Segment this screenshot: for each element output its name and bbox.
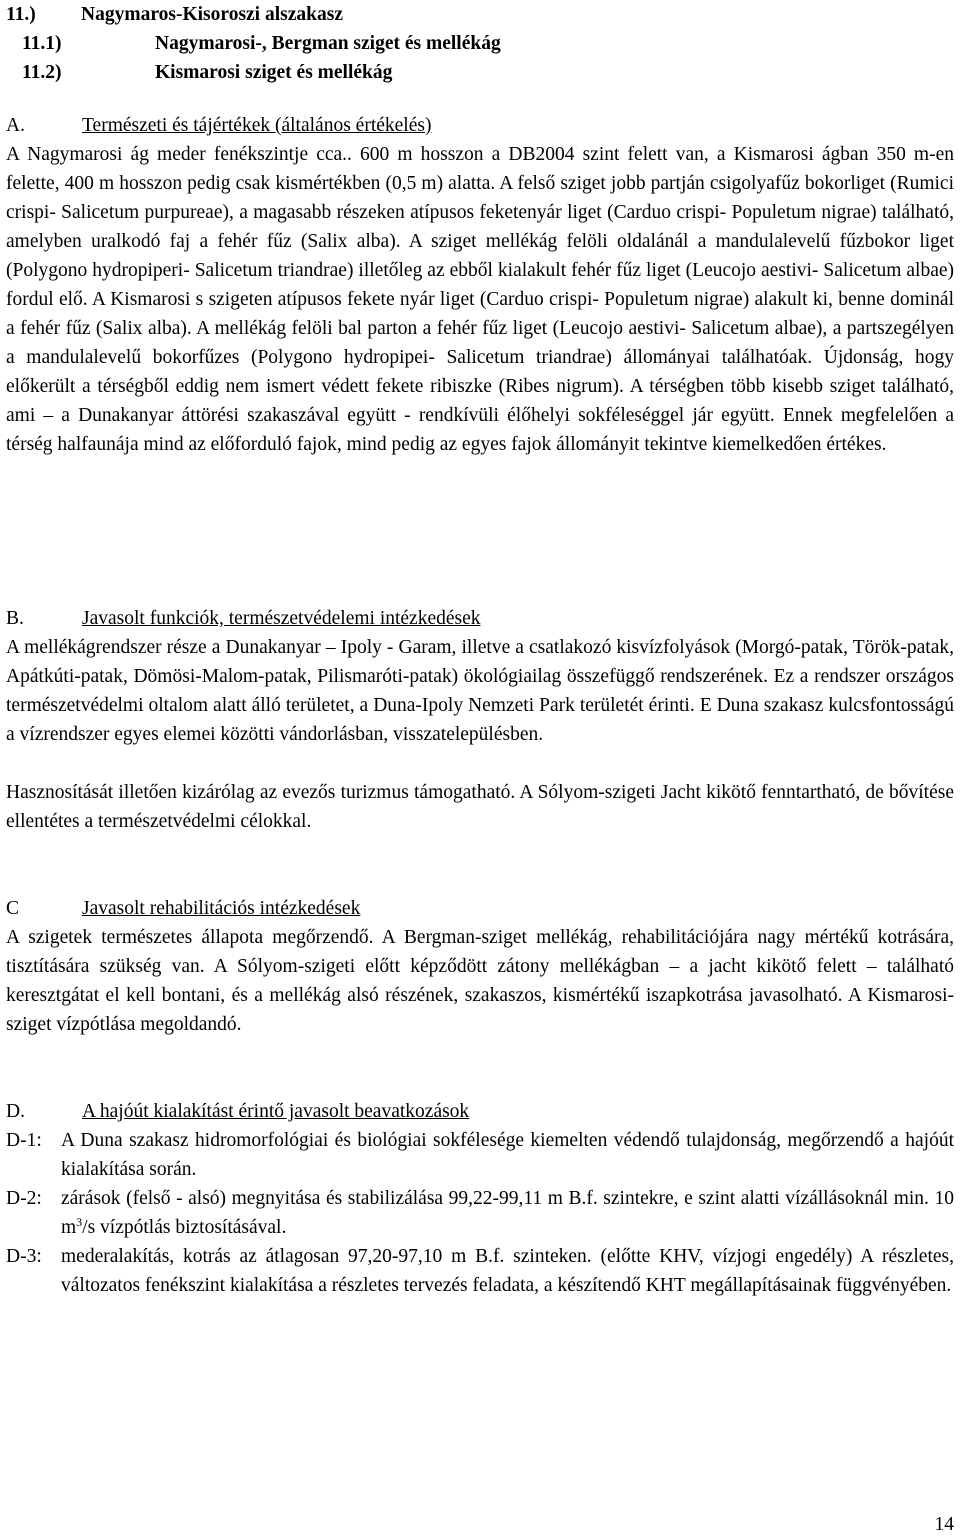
- superscript: 3: [76, 1215, 83, 1229]
- list-item-text: A Duna szakasz hidromorfológiai és biológiai sokfélesége kiemelten védendő tulajdonság, megőrzendő a hajóút kialakítása során.: [61, 1130, 954, 1180]
- section-b-paragraph-1: A mellékágrendszer része a Dunakanyar – Ipoly - Garam, illetve a csatlakozó kisvízfolyások (Morgó-patak, Török-patak, Apátkúti-patak, Dömösi-Malom-patak, Pilismaróti-patak) ökológiailag összefüggő rendszerének. Ez a rendszer országos természetvédelmi oltalom alatt álló területet, a Duna-Ipoly Nemzeti Park területét érinti. E Duna szakasz kulcsfontosságú a vízrendszer egyes elemei közötti vándorlásban, visszatelepülésben.: [6, 637, 954, 745]
- section-b-title: Javasolt funkciók, természetvédelemi intézkedések: [82, 608, 481, 629]
- section-b-letter: B.: [6, 608, 24, 629]
- section-b-heading: [6, 604, 954, 633]
- list-item: [6, 1126, 954, 1184]
- section-a-letter: A.: [6, 115, 25, 136]
- list-item-text-continued: /s vízpótlás biztosításával.: [82, 1217, 287, 1238]
- section-d-letter: D.: [6, 1101, 25, 1122]
- section-a-heading: [6, 111, 954, 140]
- section-c-title: Javasolt rehabilitációs intézkedések: [82, 898, 361, 919]
- section-a: [6, 111, 954, 459]
- section-a-title: Természeti és tájértékek (általános értékelés): [82, 115, 432, 136]
- section-c: [6, 894, 954, 1039]
- section-d-heading: [6, 1097, 954, 1126]
- subheading-1-title: Nagymarosi-, Bergman sziget és mellékág: [155, 33, 501, 54]
- section-c-heading: [6, 894, 954, 923]
- subheading-2: [22, 58, 392, 87]
- list-item-text: zárások (felső - alsó) megnyitása és stabilizálása 99,22-99,11 m B.f. szintekre, e szint alatti vízállásoknál min. 10 m: [61, 1188, 954, 1238]
- list-item: [6, 1184, 954, 1242]
- section-d-title: A hajóút kialakítást érintő javasolt beavatkozások: [82, 1101, 470, 1122]
- list-item-text: mederalakítás, kotrás az átlagosan 97,20-97,10 m B.f. szinteken. (előtte KHV, vízjogi engedély) A részletes, változatos fenékszint kialakítása a részletes tervezés feladata, a készítendő KHT megállapításainak függvényében.: [61, 1246, 954, 1296]
- main-heading-title: Nagymaros-Kisoroszi alszakasz: [81, 4, 343, 25]
- list-item-label: D-1:: [6, 1130, 42, 1151]
- subheading-1-number: 11.1): [22, 33, 62, 54]
- section-b: [6, 604, 954, 836]
- subheading-1: [22, 29, 501, 58]
- list-item-label: D-3:: [6, 1246, 42, 1267]
- section-d: [6, 1097, 954, 1300]
- section-c-body: A szigetek természetes állapota megőrzendő. A Bergman-sziget mellékág, rehabilitációjára nagy mértékű kotrására, tisztítására szükség van. A Sólyom-szigeti előtt képződött zátony mellékágban – a jacht kikötő felett – található keresztgátat el kell bontani, és a mellékág alsó részének, szakaszos, kismértékű iszapkotrása javasolható. A Kismarosi-sziget vízpótlása megoldandó.: [6, 927, 954, 1035]
- section-c-letter: C: [6, 898, 20, 919]
- list-item: [6, 1242, 954, 1300]
- page-number: 14: [934, 1514, 954, 1535]
- list-item-label: D-2:: [6, 1188, 42, 1209]
- section-b-paragraph-2: Hasznosítását illetően kizárólag az evezős turizmus támogatható. A Sólyom-szigeti Jacht kikötő fenntartható, de bővítése ellentétes a természetvédelmi célokkal.: [6, 782, 954, 832]
- main-heading-number: 11.): [6, 4, 36, 25]
- main-heading: [6, 0, 343, 29]
- section-a-body: A Nagymarosi ág meder fenékszintje cca.. 600 m hosszon a DB2004 szint felett van, a Kismarosi ágban 350 m-en felette, 400 m hosszon pedig csak kismértékben (0,5 m) alatta. A felső sziget jobb partján csigolyafűz bokorliget (Rumici crispi- Salicetum purpureae), a magasabb részeken atípusos feketenyár liget (Carduo crispi- Populetum nigrae) található, amelyben uralkodó faj a fehér fűz (Salix alba). A sziget mellékág felöli oldalánál a mandulalevelű fűzbokor liget (Polygono hydropiperi- Salicetum triandrae) illetőleg az ebből kialakult fehér fűz liget (Leucojo aestivi- Salicetum albae) fordul elő. A Kismarosi s szigeten atípusos fekete nyár liget (Carduo crispi- Populetum nigrae) alakult ki, benne dominál a fehér fűz (Salix alba). A mellékág felöli bal parton a fehér fűz liget (Leucojo aestivi- Salicetum albae), a partszegélyen a mandulalevelű bokorfűzes (Polygono hydropipei- Salicetum triandrae) állományai találhatóak. Újdonság, hogy előkerült a térségből eddig nem ismert védett fekete ribiszke (Ribes nigrum). A térségben több kisebb sziget található, ami – a Dunakanyar áttörési szakaszával együtt - rendkívüli élőhelyi sokféleséggel jár együtt. Ennek megfelelően a térség halfaunája mind az előforduló fajok, mind pedig az egyes fajok állományit tekintve kiemelkedően értékes.: [6, 144, 954, 455]
- subheading-2-title: Kismarosi sziget és mellékág: [155, 62, 393, 83]
- subheading-2-number: 11.2): [22, 62, 62, 83]
